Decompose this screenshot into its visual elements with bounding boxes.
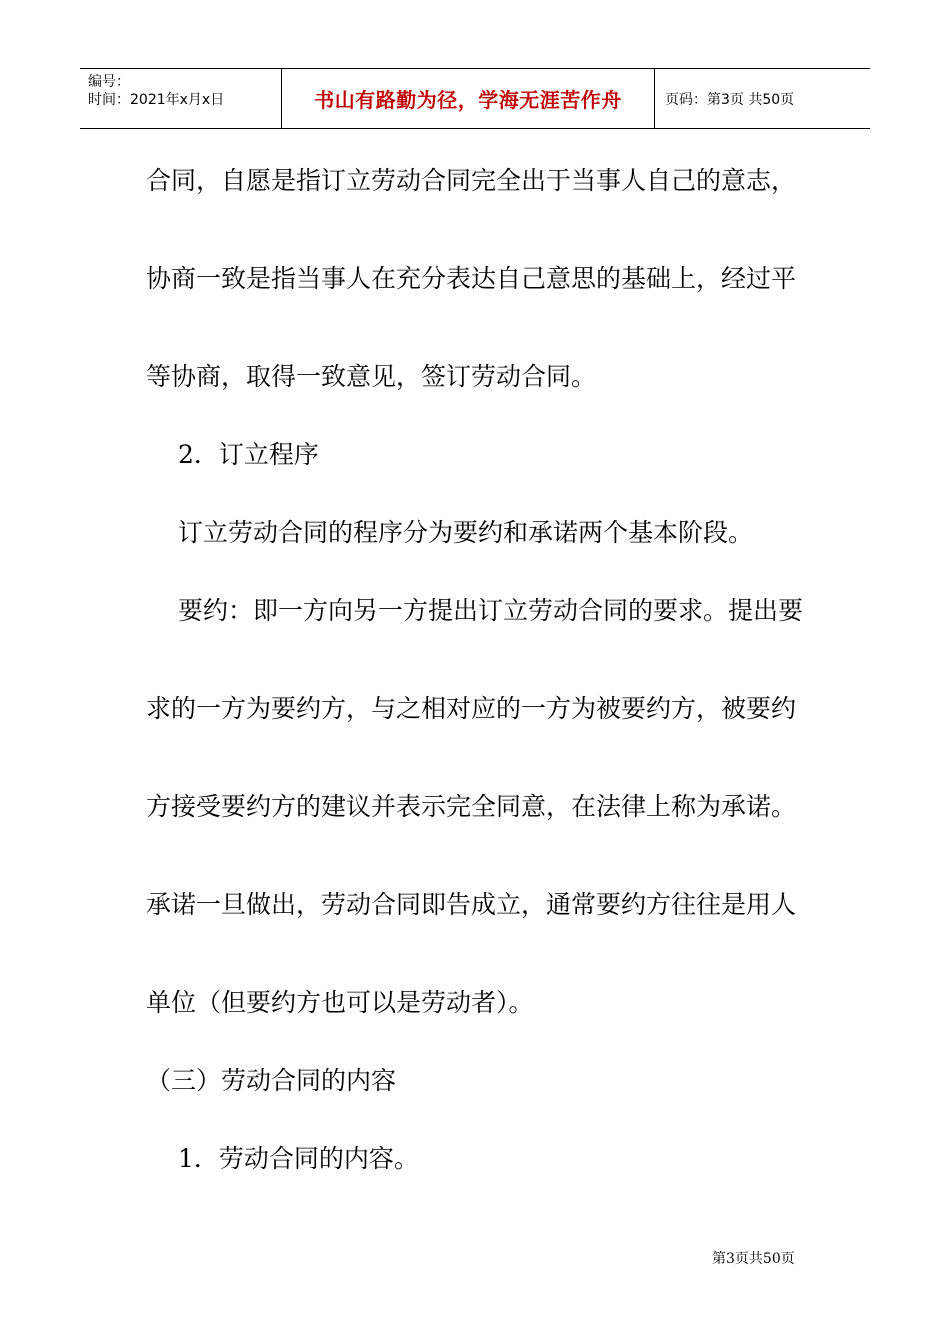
serial-label: 编号：: [88, 74, 130, 90]
body-line-6: 要约：即一方向另一方提出订立劳动合同的要求。提出要: [178, 596, 804, 625]
page-header: [80, 68, 870, 129]
body-line-2: 协商一致是指当事人在充分表达自己意思的基础上，经过平: [146, 264, 797, 293]
body-line-3: 等协商，取得一致意见，签订劳动合同。: [146, 362, 597, 391]
section-heading-2: 2．订立程序: [178, 440, 319, 469]
body-line-8: 方接受要约方的建议并表示完全同意，在法律上称为承诺。: [146, 792, 797, 821]
header-motto: 书山有路勤为径，学海无涯苦作舟: [282, 69, 655, 128]
header-page-info: 页码：第3页 共50页: [665, 91, 795, 108]
body-line-10: 单位（但要约方也可以是劳动者）。: [146, 988, 534, 1017]
section-heading-3: （三）劳动合同的内容: [146, 1066, 397, 1095]
subsection-heading-1: 1．劳动合同的内容。: [178, 1144, 419, 1173]
body-line-5: 订立劳动合同的程序分为要约和承诺两个基本阶段。: [178, 518, 754, 547]
header-meta-cell: [80, 69, 282, 128]
body-line-1: 合同，自愿是指订立劳动合同完全出于当事人自己的意志，: [146, 166, 797, 195]
time-label: 时间：2021年x月x日: [88, 92, 225, 108]
body-line-9: 承诺一旦做出，劳动合同即告成立，通常要约方往往是用人: [146, 890, 797, 919]
page-footer: 第3页共50页: [712, 1251, 795, 1267]
body-line-7: 求的一方为要约方，与之相对应的一方为被要约方，被要约: [146, 694, 797, 723]
